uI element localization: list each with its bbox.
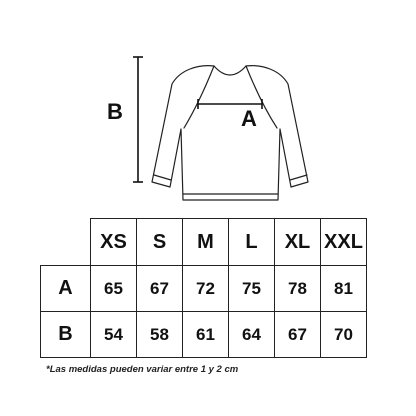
table-row [41, 266, 367, 312]
table-cell: 67 [137, 266, 183, 312]
size-header-cell: L [229, 219, 275, 266]
table-cell: 78 [275, 266, 321, 312]
table-cell: 54 [91, 312, 137, 358]
table-cell: 67 [275, 312, 321, 358]
table-cell: 64 [229, 312, 275, 358]
size-header-cell: M [183, 219, 229, 266]
row-label-b: B [41, 312, 91, 358]
size-chart-table [40, 218, 367, 358]
size-header-cell: XS [91, 219, 137, 266]
measure-label-b: B [107, 99, 123, 124]
row-label-a: A [41, 266, 91, 312]
table-cell: 70 [321, 312, 367, 358]
table-cell: 58 [137, 312, 183, 358]
size-header-cell: XL [275, 219, 321, 266]
table-cell: 61 [183, 312, 229, 358]
table-row [41, 312, 367, 358]
table-cell: 81 [321, 266, 367, 312]
sweater-body-outline [152, 66, 308, 200]
table-cell: 65 [91, 266, 137, 312]
measurement-footnote: *Las medidas pueden variar entre 1 y 2 cm [46, 364, 239, 375]
size-header-cell: XXL [321, 219, 367, 266]
table-cell: 75 [229, 266, 275, 312]
measure-label-a: A [241, 106, 257, 131]
table-corner [41, 219, 91, 266]
table-cell: 72 [183, 266, 229, 312]
size-header-cell: S [137, 219, 183, 266]
cuff-line-left [154, 175, 171, 180]
neckline [214, 66, 246, 75]
size-header-row [41, 219, 367, 266]
raglan-seam-left [184, 66, 214, 128]
cuff-line-right [290, 175, 307, 180]
